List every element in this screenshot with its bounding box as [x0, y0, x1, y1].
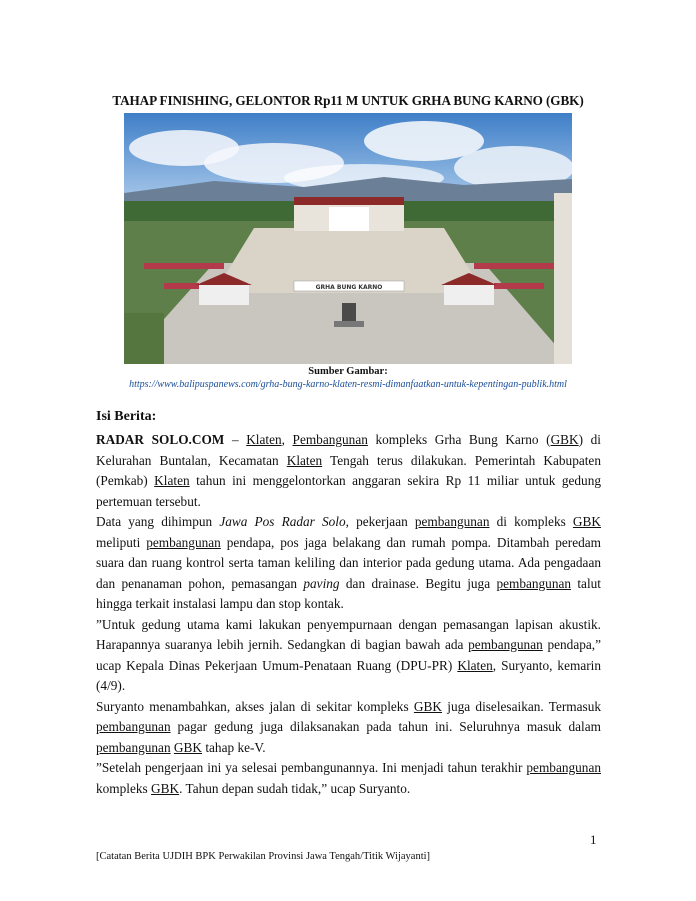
link-klaten[interactable]: Klaten	[154, 473, 190, 488]
section-heading: Isi Berita:	[96, 409, 157, 424]
link-pembangunan[interactable]: pembangunan	[414, 514, 490, 529]
italic-term: paving	[303, 575, 340, 591]
link-gbk[interactable]: GBK	[413, 698, 442, 714]
image-source-link[interactable]: https://www.balipuspanews.com/grha-bung-karno-klaten-resmi-dimanfaatkan-untuk-kepentingan-publik.html	[129, 379, 567, 390]
text-run: ,	[281, 432, 293, 447]
text-run: talut hingga terkait instalasi lampu dan stop kontak.	[96, 575, 601, 611]
link-gbk[interactable]: GBK	[572, 514, 601, 529]
link-pembangunan[interactable]: pembangunan	[468, 637, 543, 652]
text-run: Data yang dihimpun	[96, 514, 220, 529]
paragraph-2	[96, 512, 601, 615]
source-name: Jawa Pos Radar Solo	[219, 514, 346, 529]
text-run: . Tahun depan sudah tidak,” ucap Suryanto.	[179, 780, 411, 796]
page-number: 1	[590, 832, 597, 847]
link-klaten[interactable]: Klaten	[286, 452, 323, 468]
text-run: ) di Kelurahan Buntalan, Kecamatan	[96, 432, 601, 468]
article-body	[96, 430, 601, 799]
link-pembangunan[interactable]: pembangunan	[526, 760, 601, 775]
text-run: kompleks	[96, 780, 152, 796]
link-klaten[interactable]: Klaten	[457, 657, 493, 673]
publisher-name: RADAR SOLO.COM	[96, 432, 225, 447]
paragraph-5	[96, 758, 601, 799]
text-run: juga diselesaikan. Termasuk	[441, 698, 601, 714]
text-run: pendapa, pos jaga belakang dan rumah pompa. Ditambah peredam suara dan ruang kontrol serta taman keliling dan interior pada gedung utama. Ada pengadaan dan penanaman pohon, pemasangan	[96, 534, 601, 591]
paragraph-3	[96, 615, 601, 697]
text-run: dan drainase. Begitu juga	[339, 575, 497, 591]
article-photo	[124, 113, 572, 364]
link-pembangunan[interactable]: pembangunan	[496, 575, 572, 591]
paragraph-4	[96, 697, 601, 759]
page-footer: [Catatan Berita UJDIH BPK Perwakilan Provinsi Jawa Tengah/Titik Wijayanti]	[96, 851, 431, 862]
text-run: , Suryanto, kemarin (4/9).	[96, 657, 601, 693]
link-gbk[interactable]: GBK	[173, 739, 202, 755]
photo-sign-text: GRHA BUNG KARNO	[315, 284, 383, 291]
image-source-label: Sumber Gambar:	[308, 366, 388, 377]
link-gbk[interactable]: GBK	[550, 432, 579, 447]
text-run: ”Untuk gedung utama kami lakukan penyempurnaan dengan pemasangan lapisan akustik. Harapannya suaranya lebih jernih. Sedangkan di bagian bawah ada	[96, 616, 601, 652]
text-run: pagar gedung juga dilaksanakan pada tahun ini. Seluruhnya masuk dalam	[170, 719, 601, 734]
text-run: tahun ini menggelontorkan anggaran sekira Rp 11 miliar untuk gedung pertemuan tersebut.	[96, 473, 601, 509]
article-title: TAHAP FINISHING, GELONTOR Rp11 M UNTUK GRHA BUNG KARNO (GBK)	[112, 93, 584, 108]
paragraph-1	[96, 430, 601, 512]
link-pembangunan[interactable]: pembangunan	[146, 534, 221, 550]
text-run: pendapa,” ucap Kepala Dinas Pekerjaan Umum-Penataan Ruang (DPU-PR)	[96, 637, 601, 673]
text-run: meliputi	[96, 534, 147, 550]
link-klaten[interactable]: Klaten	[246, 432, 282, 447]
text-run: tahap ke-V.	[202, 739, 266, 755]
text-run: Suryanto menambahkan, akses jalan di sekitar kompleks	[96, 698, 414, 714]
link-pembangunan[interactable]: pembangunan	[96, 739, 171, 755]
text-run: ”Setelah pengerjaan ini ya selesai pembangunannya. Ini menjadi tahun terakhir	[96, 760, 527, 775]
text-run: , pekerjaan	[345, 514, 415, 529]
text-run: –	[224, 432, 247, 447]
link-pembangunan[interactable]: pembangunan	[96, 719, 171, 734]
text-run: Tengah terus dilakukan. Pemerintah Kabupaten (Pemkab)	[96, 452, 601, 488]
text-run: kompleks Grha Bung Karno (	[367, 432, 551, 447]
link-gbk[interactable]: GBK	[151, 780, 180, 796]
text-run: di kompleks	[489, 514, 573, 529]
link-pembangunan[interactable]: Pembangunan	[292, 432, 368, 447]
